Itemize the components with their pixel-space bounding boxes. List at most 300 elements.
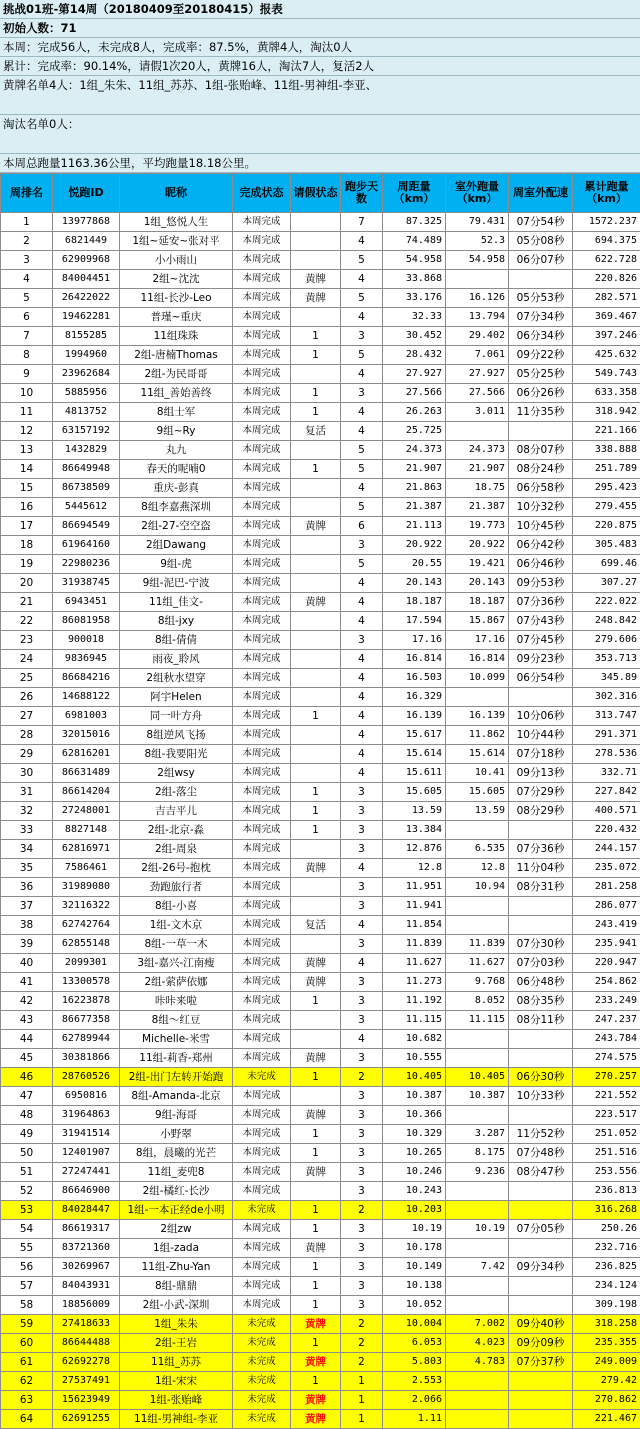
rank-cell: 6 <box>1 308 53 327</box>
days-cell: 4 <box>341 916 383 935</box>
status-cell: 本周完成 <box>233 251 291 270</box>
status-cell: 本周完成 <box>233 688 291 707</box>
nickname-cell: 1组-一本正经de小明 <box>120 1201 233 1220</box>
table-row <box>1 1087 640 1106</box>
status-cell: 本周完成 <box>233 897 291 916</box>
status-cell: 本周完成 <box>233 726 291 745</box>
table-row <box>1 1372 640 1391</box>
nickname-cell: 2组wsy <box>120 764 233 783</box>
pace-cell <box>509 1391 573 1410</box>
rank-cell: 17 <box>1 517 53 536</box>
rank-cell: 49 <box>1 1125 53 1144</box>
table-row <box>1 612 640 631</box>
rank-cell: 37 <box>1 897 53 916</box>
id-cell: 32015016 <box>53 726 120 745</box>
outdoor-distance-cell <box>446 422 509 441</box>
rank-cell: 1 <box>1 213 53 232</box>
rank-cell: 16 <box>1 498 53 517</box>
pace-cell: 07分36秒 <box>509 840 573 859</box>
col-header-id: 悦跑ID <box>53 174 120 213</box>
cumulative-cell: 279.606 <box>573 631 640 650</box>
pace-cell: 08分47秒 <box>509 1163 573 1182</box>
cumulative-cell: 243.419 <box>573 916 640 935</box>
days-cell: 4 <box>341 726 383 745</box>
status-cell: 本周完成 <box>233 555 291 574</box>
status-cell: 本周完成 <box>233 384 291 403</box>
outdoor-distance-cell: 19.421 <box>446 555 509 574</box>
week-distance-cell: 10.138 <box>383 1277 446 1296</box>
nickname-cell: 8组李嘉燕深圳 <box>120 498 233 517</box>
leave-cell: 1 <box>291 1068 341 1087</box>
nickname-cell: 11组-长沙-Leo <box>120 289 233 308</box>
outdoor-distance-cell <box>446 1239 509 1258</box>
id-cell: 30269967 <box>53 1258 120 1277</box>
table-row <box>1 821 640 840</box>
status-cell: 本周完成 <box>233 878 291 897</box>
days-cell: 3 <box>341 802 383 821</box>
status-cell: 本周完成 <box>233 1277 291 1296</box>
table-row <box>1 460 640 479</box>
week-distance-cell: 33.176 <box>383 289 446 308</box>
outdoor-distance-cell: 29.402 <box>446 327 509 346</box>
leave-cell: 1 <box>291 1144 341 1163</box>
leave-cell: 1 <box>291 1372 341 1391</box>
cumulative-cell: 251.516 <box>573 1144 640 1163</box>
leave-cell <box>291 650 341 669</box>
status-cell: 本周完成 <box>233 1163 291 1182</box>
table-row <box>1 346 640 365</box>
table-row <box>1 574 640 593</box>
cumulative-cell: 694.375 <box>573 232 640 251</box>
cumulative-cell: 250.26 <box>573 1220 640 1239</box>
week-distance-cell: 16.814 <box>383 650 446 669</box>
id-cell: 31964863 <box>53 1106 120 1125</box>
leave-cell: 黄牌 <box>291 289 341 308</box>
week-distance-cell: 26.263 <box>383 403 446 422</box>
status-cell: 本周完成 <box>233 1220 291 1239</box>
outdoor-distance-cell: 10.94 <box>446 878 509 897</box>
nickname-cell: 9组-海哥 <box>120 1106 233 1125</box>
pace-cell <box>509 1182 573 1201</box>
rank-cell: 51 <box>1 1163 53 1182</box>
nickname-cell: 咔咔来啦 <box>120 992 233 1011</box>
leave-cell <box>291 1011 341 1030</box>
status-cell: 本周完成 <box>233 536 291 555</box>
outdoor-distance-cell: 10.405 <box>446 1068 509 1087</box>
cumulative-cell: 633.358 <box>573 384 640 403</box>
id-cell: 900018 <box>53 631 120 650</box>
outdoor-distance-cell <box>446 1372 509 1391</box>
leave-cell: 1 <box>291 1258 341 1277</box>
leave-cell: 1 <box>291 992 341 1011</box>
week-distance-cell: 13.59 <box>383 802 446 821</box>
id-cell: 13977868 <box>53 213 120 232</box>
nickname-cell: 11组珠珠 <box>120 327 233 346</box>
days-cell: 4 <box>341 688 383 707</box>
leave-cell: 1 <box>291 346 341 365</box>
cumulative-cell: 235.072 <box>573 859 640 878</box>
cumulative-cell: 251.052 <box>573 1125 640 1144</box>
status-cell: 未完成 <box>233 1353 291 1372</box>
week-distance-cell: 16.139 <box>383 707 446 726</box>
col-header-outdoor-distance: 室外跑量（km） <box>446 174 509 213</box>
status-cell: 本周完成 <box>233 859 291 878</box>
status-cell: 未完成 <box>233 1068 291 1087</box>
table-row <box>1 1106 640 1125</box>
pace-cell: 07分05秒 <box>509 1220 573 1239</box>
cumulative-cell: 253.556 <box>573 1163 640 1182</box>
week-distance-cell: 11.951 <box>383 878 446 897</box>
week-distance-cell: 11.941 <box>383 897 446 916</box>
outdoor-distance-cell <box>446 821 509 840</box>
nickname-cell: 2组秋水望穿 <box>120 669 233 688</box>
outdoor-distance-cell <box>446 1277 509 1296</box>
leave-cell: 1 <box>291 1334 341 1353</box>
days-cell: 4 <box>341 593 383 612</box>
status-cell: 本周完成 <box>233 403 291 422</box>
rank-cell: 45 <box>1 1049 53 1068</box>
table-row <box>1 1030 640 1049</box>
id-cell: 12401907 <box>53 1144 120 1163</box>
nickname-cell: 阿宇Helen <box>120 688 233 707</box>
week-distance-cell: 10.405 <box>383 1068 446 1087</box>
pace-cell: 06分46秒 <box>509 555 573 574</box>
week-distance-cell: 10.366 <box>383 1106 446 1125</box>
week-distance-cell: 11.627 <box>383 954 446 973</box>
nickname-cell: 丸九 <box>120 441 233 460</box>
nickname-cell: 8组逆风飞扬 <box>120 726 233 745</box>
week-distance-cell: 21.387 <box>383 498 446 517</box>
nickname-cell: 2组zw <box>120 1220 233 1239</box>
outdoor-distance-cell: 10.387 <box>446 1087 509 1106</box>
rank-cell: 31 <box>1 783 53 802</box>
leave-cell <box>291 878 341 897</box>
id-cell: 86684216 <box>53 669 120 688</box>
id-cell: 6950816 <box>53 1087 120 1106</box>
week-distance-cell: 10.004 <box>383 1315 446 1334</box>
pace-cell: 11分52秒 <box>509 1125 573 1144</box>
pace-cell <box>509 270 573 289</box>
leave-cell: 黄牌 <box>291 1391 341 1410</box>
pace-cell: 08分35秒 <box>509 992 573 1011</box>
week-distance-cell: 20.922 <box>383 536 446 555</box>
days-cell: 3 <box>341 1163 383 1182</box>
week-distance-cell: 10.329 <box>383 1125 446 1144</box>
pace-cell: 07分18秒 <box>509 745 573 764</box>
week-distance-cell: 11.839 <box>383 935 446 954</box>
leave-cell: 黄牌 <box>291 1163 341 1182</box>
pace-cell: 08分11秒 <box>509 1011 573 1030</box>
table-row <box>1 916 640 935</box>
week-distance-cell: 10.682 <box>383 1030 446 1049</box>
status-cell: 本周完成 <box>233 1182 291 1201</box>
leave-cell <box>291 745 341 764</box>
rank-cell: 55 <box>1 1239 53 1258</box>
cumulative-cell: 699.46 <box>573 555 640 574</box>
id-cell: 27247441 <box>53 1163 120 1182</box>
pace-cell: 10分45秒 <box>509 517 573 536</box>
id-cell: 30381866 <box>53 1049 120 1068</box>
table-row <box>1 1011 640 1030</box>
outdoor-distance-cell <box>446 1049 509 1068</box>
nickname-cell: 8组-倩倩 <box>120 631 233 650</box>
outdoor-distance-cell: 27.566 <box>446 384 509 403</box>
nickname-cell: 小野翠 <box>120 1125 233 1144</box>
nickname-cell: 重庆-彭真 <box>120 479 233 498</box>
leave-cell: 1 <box>291 327 341 346</box>
col-header-leave: 请假状态 <box>291 174 341 213</box>
rank-cell: 59 <box>1 1315 53 1334</box>
nickname-cell: 2组-落尘 <box>120 783 233 802</box>
status-cell: 本周完成 <box>233 308 291 327</box>
week-distance-cell: 20.55 <box>383 555 446 574</box>
table-row <box>1 859 640 878</box>
outdoor-distance-cell: 15.867 <box>446 612 509 631</box>
rank-cell: 43 <box>1 1011 53 1030</box>
pace-cell: 09分13秒 <box>509 764 573 783</box>
id-cell: 14688122 <box>53 688 120 707</box>
pace-cell: 06分48秒 <box>509 973 573 992</box>
days-cell: 6 <box>341 517 383 536</box>
pace-cell: 11分04秒 <box>509 859 573 878</box>
pace-cell: 07分36秒 <box>509 593 573 612</box>
nickname-cell: 11组_苏苏 <box>120 1353 233 1372</box>
week-distance-cell: 10.203 <box>383 1201 446 1220</box>
outdoor-distance-cell <box>446 897 509 916</box>
days-cell: 3 <box>341 1258 383 1277</box>
id-cell: 23962684 <box>53 365 120 384</box>
outdoor-distance-cell: 18.187 <box>446 593 509 612</box>
yellow-card-list: 黄牌名单4人：1组_朱朱、11组_苏苏、1组-张贻峰、11组-男神组-李亚、 <box>0 76 640 115</box>
outdoor-distance-cell: 11.627 <box>446 954 509 973</box>
outdoor-distance-cell: 15.605 <box>446 783 509 802</box>
nickname-cell: 9组~Ry <box>120 422 233 441</box>
days-cell: 3 <box>341 1125 383 1144</box>
id-cell: 6943451 <box>53 593 120 612</box>
week-distance-cell: 54.958 <box>383 251 446 270</box>
cumulative-cell: 236.813 <box>573 1182 640 1201</box>
status-cell: 本周完成 <box>233 232 291 251</box>
days-cell: 3 <box>341 327 383 346</box>
nickname-cell: 8组-鼎鼎 <box>120 1277 233 1296</box>
leave-cell <box>291 441 341 460</box>
id-cell: 84004451 <box>53 270 120 289</box>
nickname-cell: 2组-唐楠Thomas <box>120 346 233 365</box>
days-cell: 4 <box>341 707 383 726</box>
cumulative-cell: 221.166 <box>573 422 640 441</box>
pace-cell: 10分33秒 <box>509 1087 573 1106</box>
id-cell: 6821449 <box>53 232 120 251</box>
pace-cell: 07分29秒 <box>509 783 573 802</box>
leave-cell: 复活 <box>291 422 341 441</box>
days-cell: 4 <box>341 574 383 593</box>
table-row <box>1 1125 640 1144</box>
outdoor-distance-cell <box>446 1296 509 1315</box>
pace-cell: 07分34秒 <box>509 308 573 327</box>
status-cell: 未完成 <box>233 1391 291 1410</box>
days-cell: 4 <box>341 1030 383 1049</box>
id-cell: 2099301 <box>53 954 120 973</box>
leave-cell: 1 <box>291 707 341 726</box>
outdoor-distance-cell: 11.839 <box>446 935 509 954</box>
outdoor-distance-cell: 10.099 <box>446 669 509 688</box>
leave-cell: 黄牌 <box>291 517 341 536</box>
pace-cell: 07分54秒 <box>509 213 573 232</box>
pace-cell: 06分58秒 <box>509 479 573 498</box>
rank-cell: 63 <box>1 1391 53 1410</box>
pace-cell: 09分22秒 <box>509 346 573 365</box>
rank-cell: 38 <box>1 916 53 935</box>
pace-cell <box>509 1296 573 1315</box>
cumulative-cell: 220.432 <box>573 821 640 840</box>
outdoor-distance-cell: 21.907 <box>446 460 509 479</box>
nickname-cell: 1组_悠悦人生 <box>120 213 233 232</box>
leave-cell <box>291 935 341 954</box>
outdoor-distance-cell <box>446 1201 509 1220</box>
pace-cell: 08分07秒 <box>509 441 573 460</box>
cumulative-cell: 243.784 <box>573 1030 640 1049</box>
table-row <box>1 270 640 289</box>
days-cell: 4 <box>341 403 383 422</box>
rank-cell: 20 <box>1 574 53 593</box>
week-distance-cell: 10.246 <box>383 1163 446 1182</box>
status-cell: 本周完成 <box>233 479 291 498</box>
pace-cell: 09分23秒 <box>509 650 573 669</box>
cumulative-cell: 222.022 <box>573 593 640 612</box>
rank-cell: 5 <box>1 289 53 308</box>
pace-cell: 07分48秒 <box>509 1144 573 1163</box>
status-cell: 未完成 <box>233 1372 291 1391</box>
pace-cell <box>509 821 573 840</box>
leave-cell <box>291 840 341 859</box>
pace-cell: 08分31秒 <box>509 878 573 897</box>
cumulative-cell: 286.077 <box>573 897 640 916</box>
days-cell: 2 <box>341 1201 383 1220</box>
table-row <box>1 327 640 346</box>
nickname-cell: 同一叶方舟 <box>120 707 233 726</box>
days-cell: 2 <box>341 1315 383 1334</box>
days-cell: 4 <box>341 745 383 764</box>
leave-cell: 1 <box>291 460 341 479</box>
pace-cell: 07分03秒 <box>509 954 573 973</box>
id-cell: 31938745 <box>53 574 120 593</box>
leave-cell: 黄牌 <box>291 1106 341 1125</box>
nickname-cell: 1组-zada <box>120 1239 233 1258</box>
cumulative-cell: 234.124 <box>573 1277 640 1296</box>
outdoor-distance-cell: 9.768 <box>446 973 509 992</box>
id-cell: 5885956 <box>53 384 120 403</box>
table-row <box>1 517 640 536</box>
table-row <box>1 688 640 707</box>
leave-cell: 1 <box>291 1201 341 1220</box>
cumulative-cell: 318.942 <box>573 403 640 422</box>
table-row <box>1 745 640 764</box>
rank-cell: 40 <box>1 954 53 973</box>
rank-cell: 47 <box>1 1087 53 1106</box>
outdoor-distance-cell: 27.927 <box>446 365 509 384</box>
week-distance-cell: 15.614 <box>383 745 446 764</box>
leave-cell <box>291 726 341 745</box>
week-distance-cell: 10.19 <box>383 1220 446 1239</box>
leave-cell: 黄牌 <box>291 1239 341 1258</box>
id-cell: 86614204 <box>53 783 120 802</box>
cumulative-cell: 247.237 <box>573 1011 640 1030</box>
nickname-cell: 2组-27-空空盗 <box>120 517 233 536</box>
outdoor-distance-cell: 7.002 <box>446 1315 509 1334</box>
days-cell: 3 <box>341 840 383 859</box>
week-distance-cell: 21.863 <box>383 479 446 498</box>
week-distance-cell: 6.053 <box>383 1334 446 1353</box>
table-header-row <box>1 174 640 213</box>
pace-cell <box>509 688 573 707</box>
pace-cell <box>509 1049 573 1068</box>
rank-cell: 39 <box>1 935 53 954</box>
rank-cell: 29 <box>1 745 53 764</box>
outdoor-distance-cell: 3.287 <box>446 1125 509 1144</box>
week-distance-cell: 16.503 <box>383 669 446 688</box>
id-cell: 13300578 <box>53 973 120 992</box>
cumulative-cell: 220.826 <box>573 270 640 289</box>
nickname-cell: 1组~延安~张对平 <box>120 232 233 251</box>
nickname-cell: 2组-橘红-长沙 <box>120 1182 233 1201</box>
leave-cell <box>291 897 341 916</box>
pace-cell: 08分24秒 <box>509 460 573 479</box>
days-cell: 3 <box>341 1144 383 1163</box>
pace-cell <box>509 916 573 935</box>
outdoor-distance-cell: 15.614 <box>446 745 509 764</box>
id-cell: 62692278 <box>53 1353 120 1372</box>
id-cell: 62816201 <box>53 745 120 764</box>
table-row <box>1 1315 640 1334</box>
days-cell: 3 <box>341 783 383 802</box>
id-cell: 83721360 <box>53 1239 120 1258</box>
pace-cell: 07分37秒 <box>509 1353 573 1372</box>
week-distance-cell: 11.854 <box>383 916 446 935</box>
outdoor-distance-cell: 52.3 <box>446 232 509 251</box>
week-distance-cell: 18.187 <box>383 593 446 612</box>
week-distance-cell: 1.11 <box>383 1410 446 1429</box>
nickname-cell: 2组-小武-深圳 <box>120 1296 233 1315</box>
rank-cell: 50 <box>1 1144 53 1163</box>
status-cell: 本周完成 <box>233 650 291 669</box>
days-cell: 4 <box>341 650 383 669</box>
table-row <box>1 384 640 403</box>
table-row <box>1 498 640 517</box>
leave-cell: 1 <box>291 1296 341 1315</box>
table-row <box>1 840 640 859</box>
table-row <box>1 1239 640 1258</box>
col-header-rank: 周排名 <box>1 174 53 213</box>
days-cell: 3 <box>341 1296 383 1315</box>
id-cell: 86646900 <box>53 1182 120 1201</box>
cumulative-cell: 318.258 <box>573 1315 640 1334</box>
id-cell: 32116322 <box>53 897 120 916</box>
table-row <box>1 479 640 498</box>
table-row <box>1 1220 640 1239</box>
leave-cell <box>291 498 341 517</box>
days-cell: 2 <box>341 1353 383 1372</box>
cumulative-cell: 251.789 <box>573 460 640 479</box>
nickname-cell: 8组-一草一木 <box>120 935 233 954</box>
nickname-cell: 8组-Amanda-北京 <box>120 1087 233 1106</box>
initial-count: 初始人数：71 <box>0 19 640 38</box>
table-row <box>1 1201 640 1220</box>
days-cell: 4 <box>341 764 383 783</box>
status-cell: 本周完成 <box>233 612 291 631</box>
status-cell: 本周完成 <box>233 935 291 954</box>
leave-cell: 1 <box>291 403 341 422</box>
week-distance-cell: 12.876 <box>383 840 446 859</box>
